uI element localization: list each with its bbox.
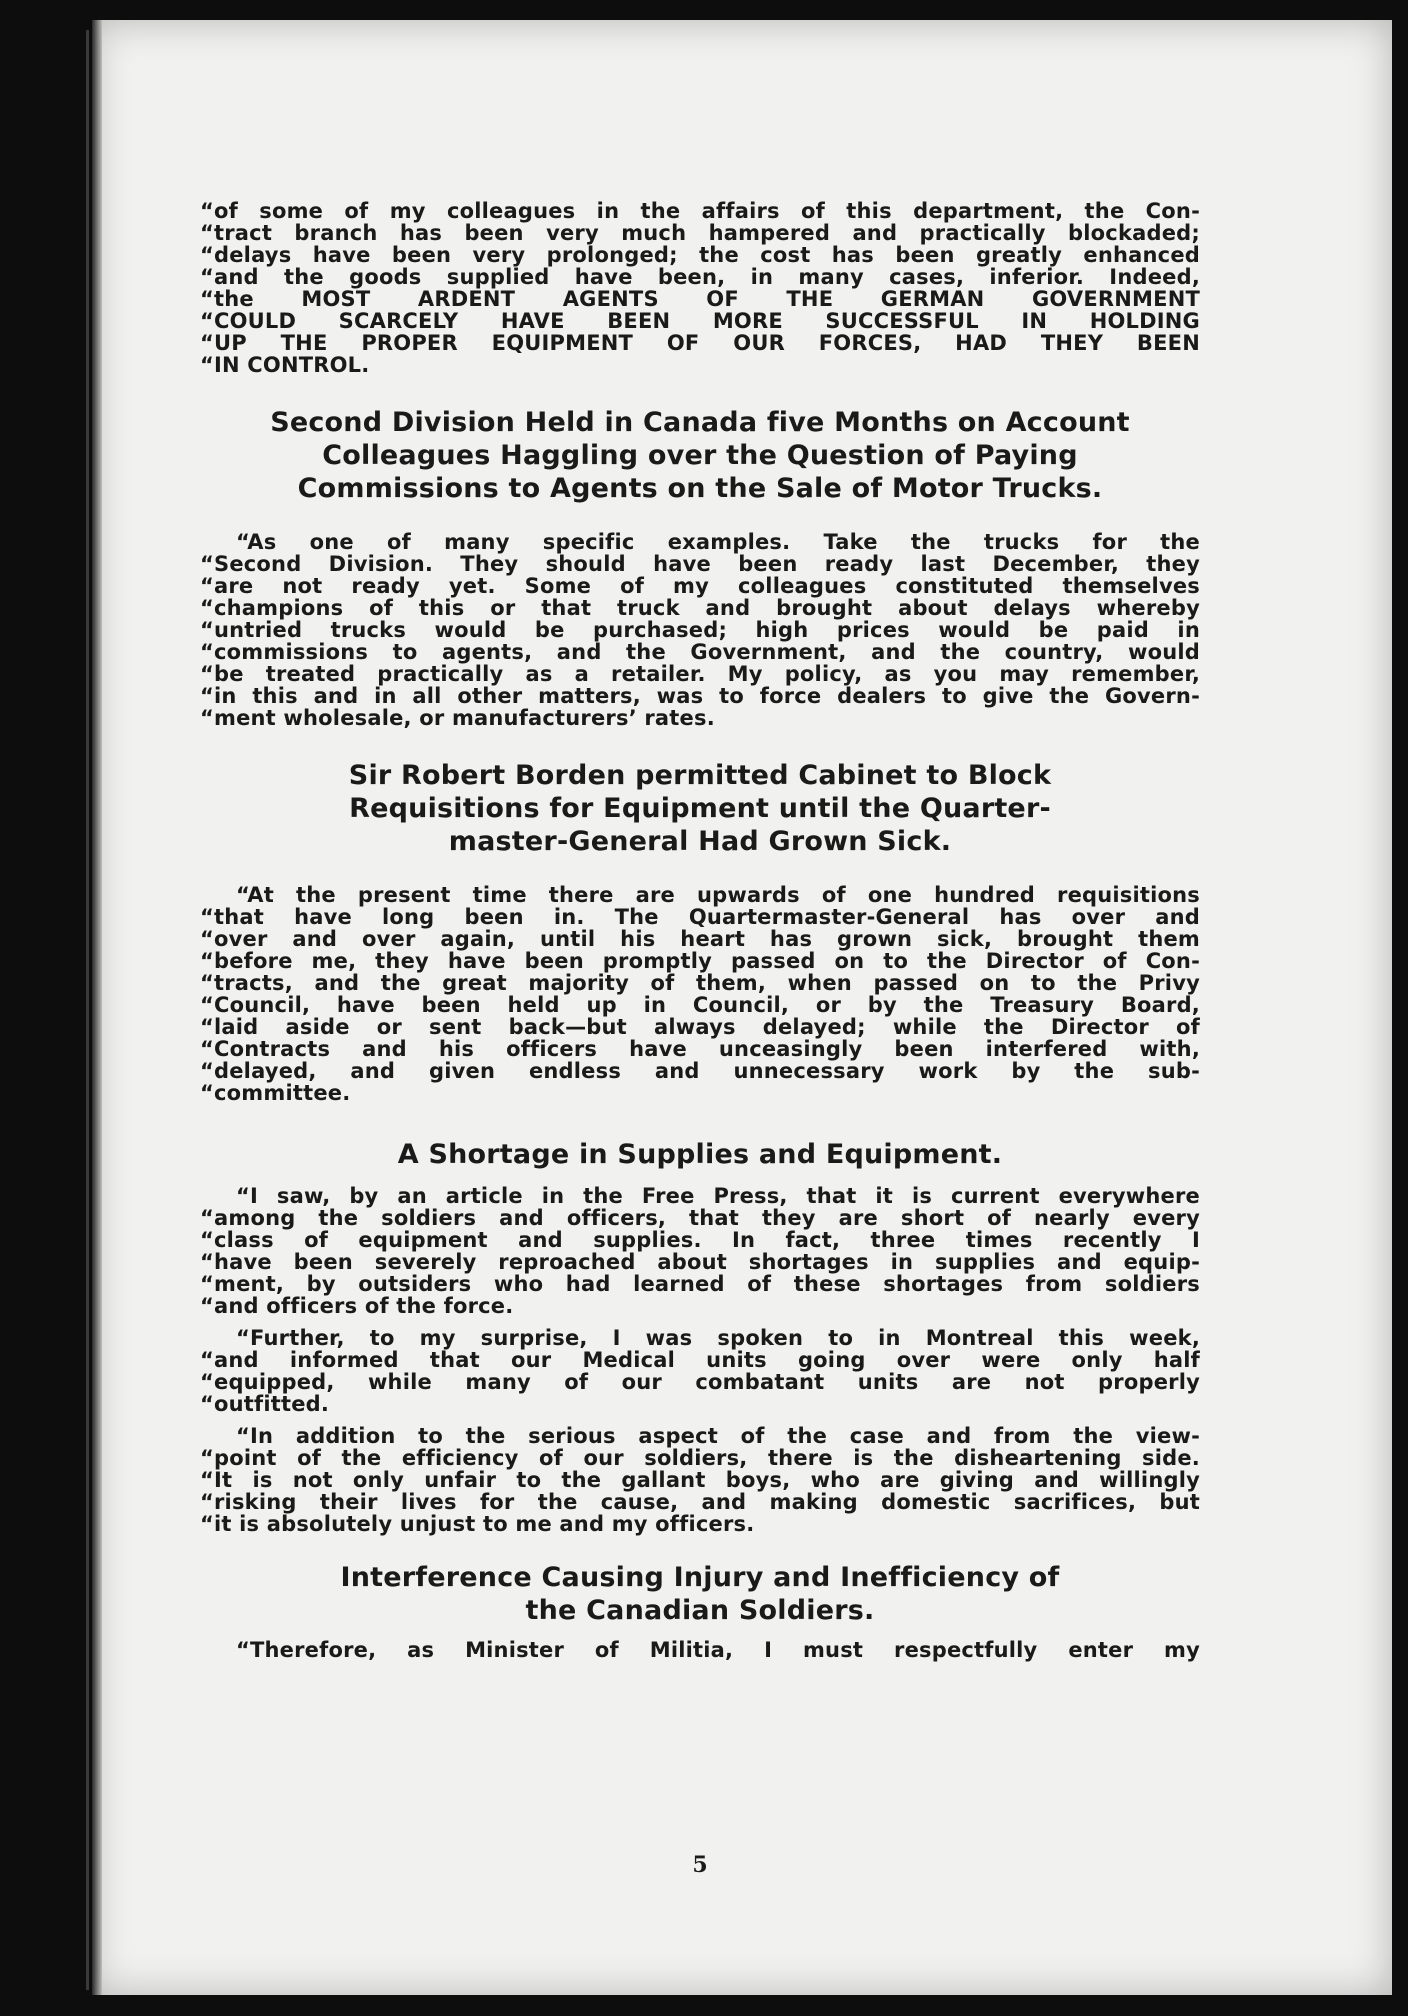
text-line: “of some of my colleagues in the affairs of this department, the Con-: [200, 199, 1200, 223]
text-line: “be treated practically as a retailer. My policy, as you may remember,: [200, 662, 1200, 686]
text-line: “Therefore, as Minister of Militia, I must respectfully enter my: [236, 1638, 1200, 1662]
text-line: “delayed, and given endless and unnecessary work by the sub-: [200, 1059, 1200, 1083]
text-line: “UP THE PROPER EQUIPMENT OF OUR FORCES, HAD THEY BEEN: [200, 331, 1200, 355]
text-line: “that have long been in. The Quartermaster-General has over and: [200, 905, 1200, 929]
text-line: “class of equipment and supplies. In fact, three times recently I: [200, 1228, 1200, 1252]
text-line: “outfitted.: [200, 1392, 330, 1416]
binding-line: [86, 30, 89, 1990]
text-line: “in this and in all other matters, was to force dealers to give the Govern-: [200, 684, 1200, 708]
paragraph-free-press: [200, 1185, 1200, 1317]
text-line: “Contracts and his officers have unceasingly been interfered with,: [200, 1037, 1200, 1061]
text-line: “It is not only unfair to the gallant boys, who are giving and willingly: [200, 1468, 1200, 1492]
heading-line: master-General Had Grown Sick.: [448, 826, 952, 857]
heading-line: Interference Causing Injury and Inefficiency of: [340, 1562, 1060, 1593]
heading-borden-cabinet: [200, 759, 1200, 858]
text-line: “are not ready yet. Some of my colleagues constituted themselves: [200, 574, 1200, 598]
text-line: “and the goods supplied have been, in many cases, inferior. Indeed,: [200, 265, 1200, 289]
heading-line: Sir Robert Borden permitted Cabinet to Block: [348, 760, 1052, 791]
text-line: “tracts, and the great majority of them, when passed on to the Privy: [200, 971, 1200, 995]
text-line: “laid aside or sent back—but always delayed; while the Director of: [200, 1015, 1200, 1039]
text-line: “untried trucks would be purchased; high prices would be paid in: [200, 618, 1200, 642]
text-line: “point of the efficiency of our soldiers, there is the disheartening side.: [200, 1446, 1200, 1470]
text-line: “before me, they have been promptly passed on to the Director of Con-: [200, 949, 1200, 973]
text-line: “I saw, by an article in the Free Press, that it is current everywhere: [236, 1184, 1200, 1208]
paragraph-requisitions: [200, 884, 1200, 1104]
heading-line: Commissions to Agents on the Sale of Motor Trucks.: [297, 473, 1103, 504]
heading-second-division: [200, 406, 1200, 505]
text-line: “and officers of the force.: [200, 1294, 514, 1318]
paragraph-disheartening: [200, 1425, 1200, 1535]
text-line: “IN CONTROL.: [200, 353, 370, 377]
heading-line: Requisitions for Equipment until the Quarter-: [349, 793, 1051, 824]
page-content: [200, 199, 1200, 1878]
text-line: “over and over again, until his heart has grown sick, brought them: [200, 927, 1200, 951]
heading-interference: [200, 1561, 1200, 1627]
text-line: “Further, to my surprise, I was spoken to in Montreal this week,: [236, 1326, 1200, 1350]
text-line: “among the soldiers and officers, that they are short of nearly every: [200, 1206, 1200, 1230]
text-line: “ment wholesale, or manufacturers’ rates.: [200, 706, 715, 730]
paragraph-minister-militia: [200, 1639, 1200, 1661]
text-line: “it is absolutely unjust to me and my officers.: [200, 1512, 755, 1536]
text-line: “champions of this or that truck and brought about delays whereby: [200, 596, 1200, 620]
text-line: “committee.: [200, 1081, 351, 1105]
paragraph-contract-branch: [200, 200, 1200, 376]
text-line: “Council, have been held up in Council, or by the Treasury Board,: [200, 993, 1200, 1017]
text-line: “Second Division. They should have been ready last December, they: [200, 552, 1200, 576]
heading-line: Colleagues Haggling over the Question of Paying: [322, 440, 1078, 471]
page-number: 5: [692, 1852, 708, 1878]
heading-line: A Shortage in Supplies and Equipment.: [397, 1139, 1003, 1170]
text-line: “tract branch has been very much hampered and practically blockaded;: [200, 221, 1200, 245]
text-line: “have been severely reproached about shortages in supplies and equip-: [200, 1250, 1200, 1274]
text-line: “risking their lives for the cause, and making domestic sacrifices, but: [200, 1490, 1200, 1514]
text-line: “commissions to agents, and the Government, and the country, would: [200, 640, 1200, 664]
text-line: “and informed that our Medical units going over were only half: [200, 1348, 1200, 1372]
heading-line: Second Division Held in Canada five Months on Account: [270, 407, 1130, 438]
text-line: “At the present time there are upwards of one hundred requisitions: [236, 883, 1200, 907]
heading-shortage: [200, 1138, 1200, 1171]
page-edge-shadow: [92, 20, 102, 1995]
heading-line: the Canadian Soldiers.: [525, 1595, 875, 1626]
text-line: “equipped, while many of our combatant units are not properly: [200, 1370, 1200, 1394]
text-line: “COULD SCARCELY HAVE BEEN MORE SUCCESSFUL IN HOLDING: [200, 309, 1200, 333]
text-line: “In addition to the serious aspect of the case and from the view-: [236, 1424, 1200, 1448]
paragraph-montreal: [200, 1327, 1200, 1415]
text-line: “As one of many specific examples. Take the trucks for the: [236, 530, 1200, 554]
text-line: “the MOST ARDENT AGENTS OF THE GERMAN GOVERNMENT: [200, 287, 1200, 311]
text-line: “ment, by outsiders who had learned of these shortages from soldiers: [200, 1272, 1200, 1296]
text-line: “delays have been very prolonged; the cost has been greatly enhanced: [200, 243, 1200, 267]
paragraph-motor-trucks: [200, 531, 1200, 729]
